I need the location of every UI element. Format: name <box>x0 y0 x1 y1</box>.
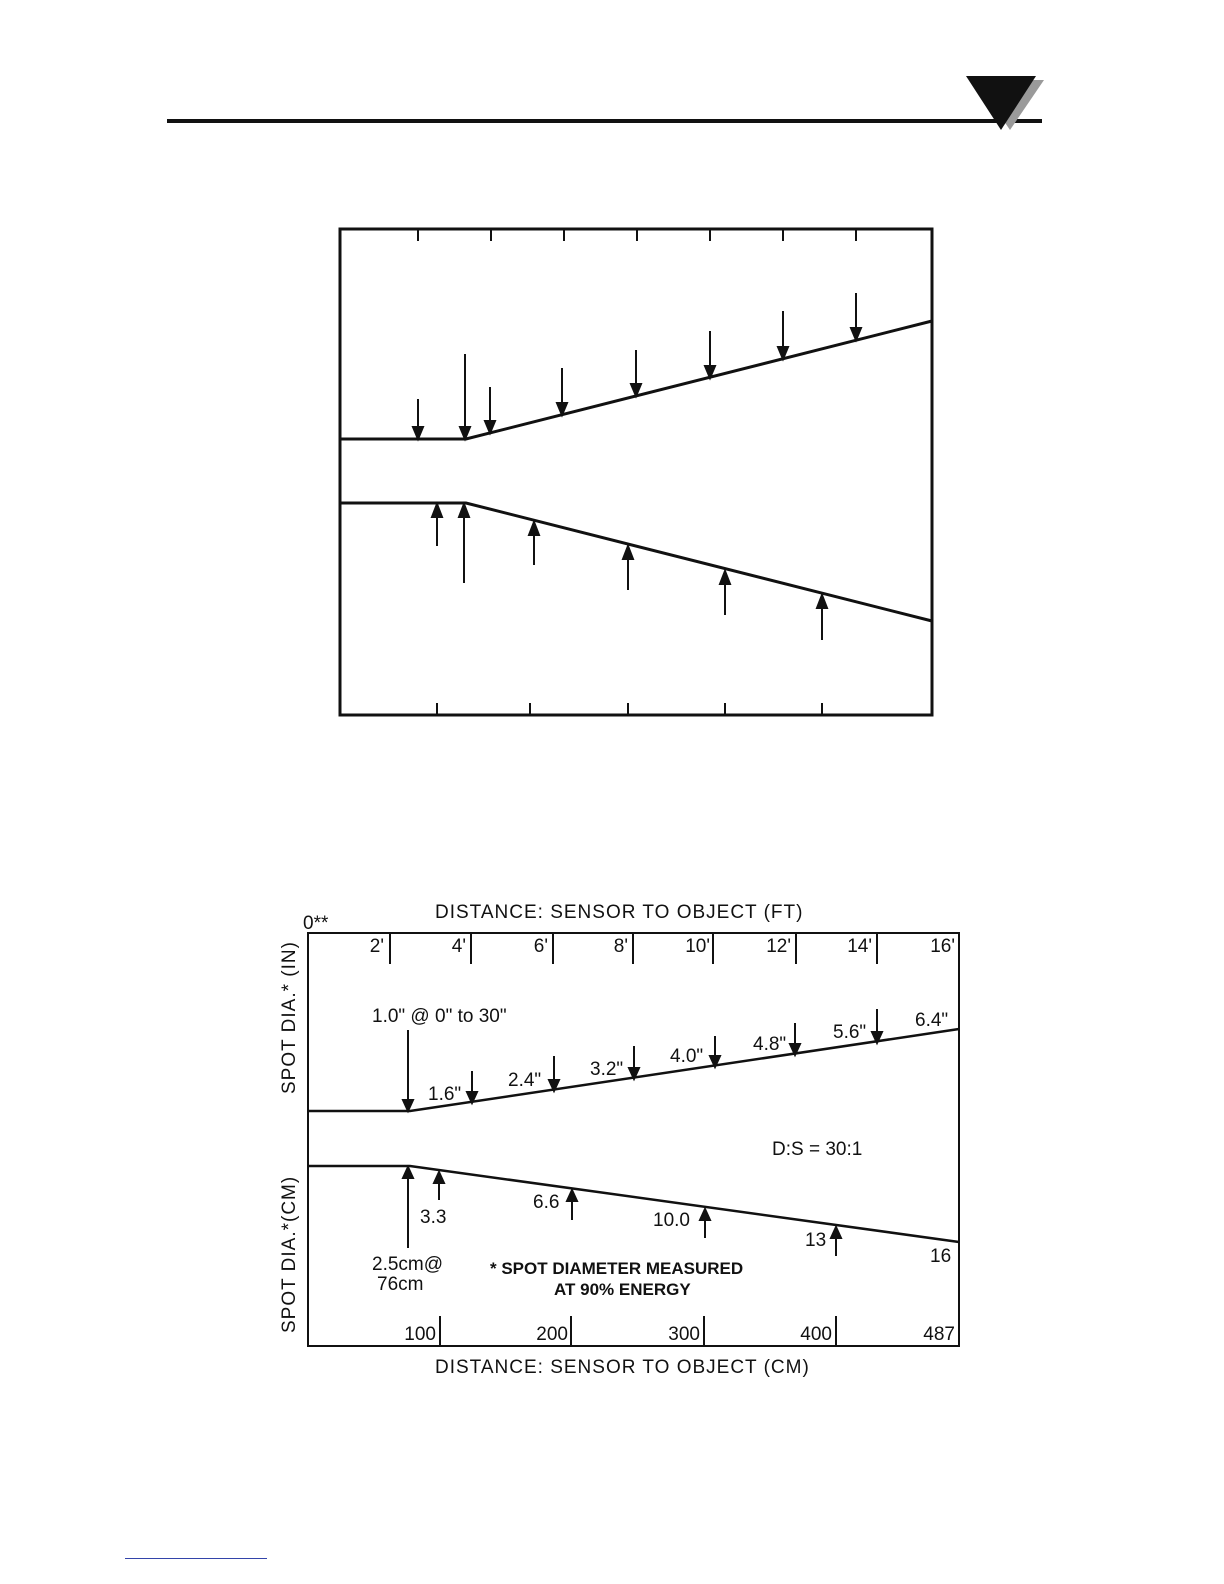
header-rule <box>167 119 1042 123</box>
bottom-axis-title: DISTANCE: SENSOR TO OBJECT (CM) <box>435 1357 810 1378</box>
footnote-line1: * SPOT DIAMETER MEASURED <box>490 1259 744 1278</box>
inch-labels <box>372 1006 948 1105</box>
blank-bottom-ticks <box>437 703 822 715</box>
cm-tick-label: 100 <box>404 1324 436 1345</box>
cm-label: 13 <box>805 1230 827 1251</box>
cm-label: 16 <box>930 1246 952 1267</box>
ft-tick-label: 8' <box>613 936 628 957</box>
cm-label: 10.0 <box>653 1210 690 1231</box>
cm-arrows <box>403 1167 841 1256</box>
blank-frame <box>340 229 932 715</box>
ft-tick-label: 4' <box>451 936 466 957</box>
top-axis-title: DISTANCE: SENSOR TO OBJECT (FT) <box>435 902 804 923</box>
cm-start-label-line2: 76cm <box>377 1274 424 1295</box>
ft-tick-label: 12' <box>766 936 791 957</box>
cm-tick-label: 400 <box>800 1324 832 1345</box>
blank-up-arrows <box>432 504 827 640</box>
origin-label: 0** <box>303 913 329 934</box>
ft-tick-label: 10' <box>685 936 710 957</box>
ft-tick-labels <box>370 936 955 957</box>
ft-tick-label: 16' <box>930 936 955 957</box>
inch-label: 2.4" <box>508 1070 542 1091</box>
inch-label: 3.2" <box>590 1059 624 1080</box>
cm-tick-labels <box>404 1324 955 1345</box>
inch-label: 6.4" <box>915 1010 949 1031</box>
ratio-label: D:S = 30:1 <box>772 1139 863 1160</box>
cm-tick-label: 487 <box>923 1324 955 1345</box>
left-axis-top-title: SPOT DIA.* (IN) <box>279 941 300 1094</box>
cm-start-label-line1: 2.5cm@ <box>372 1254 444 1275</box>
inch-label: 4.8" <box>753 1034 787 1055</box>
cm-tick-label: 300 <box>668 1324 700 1345</box>
cm-label: 3.3 <box>420 1207 447 1228</box>
ft-tick-label: 6' <box>533 936 548 957</box>
blank-top-ticks <box>418 229 856 241</box>
inch-label: 5.6" <box>833 1022 867 1043</box>
inch-label: 1.6" <box>428 1084 462 1105</box>
cm-tick-label: 200 <box>536 1324 568 1345</box>
cm-label: 6.6 <box>533 1192 560 1213</box>
spot-size-diagram-labeled <box>260 896 980 1396</box>
cm-tick-marks <box>440 1316 836 1346</box>
footnote-line2: AT 90% ENERGY <box>554 1280 691 1299</box>
inch-label: 1.0" @ 0" to 30" <box>372 1006 507 1027</box>
ft-tick-label: 2' <box>369 936 384 957</box>
footer-link-rule <box>125 1558 267 1559</box>
inch-label: 4.0" <box>670 1046 704 1067</box>
blank-lower-envelope <box>340 503 932 621</box>
left-axis-bottom-title: SPOT DIA.*(CM) <box>279 1175 300 1333</box>
spot-size-diagram-blank <box>330 220 944 725</box>
blank-down-arrows <box>413 293 861 439</box>
ft-tick-label: 14' <box>847 936 872 957</box>
triangle-logo-icon <box>960 74 1050 136</box>
